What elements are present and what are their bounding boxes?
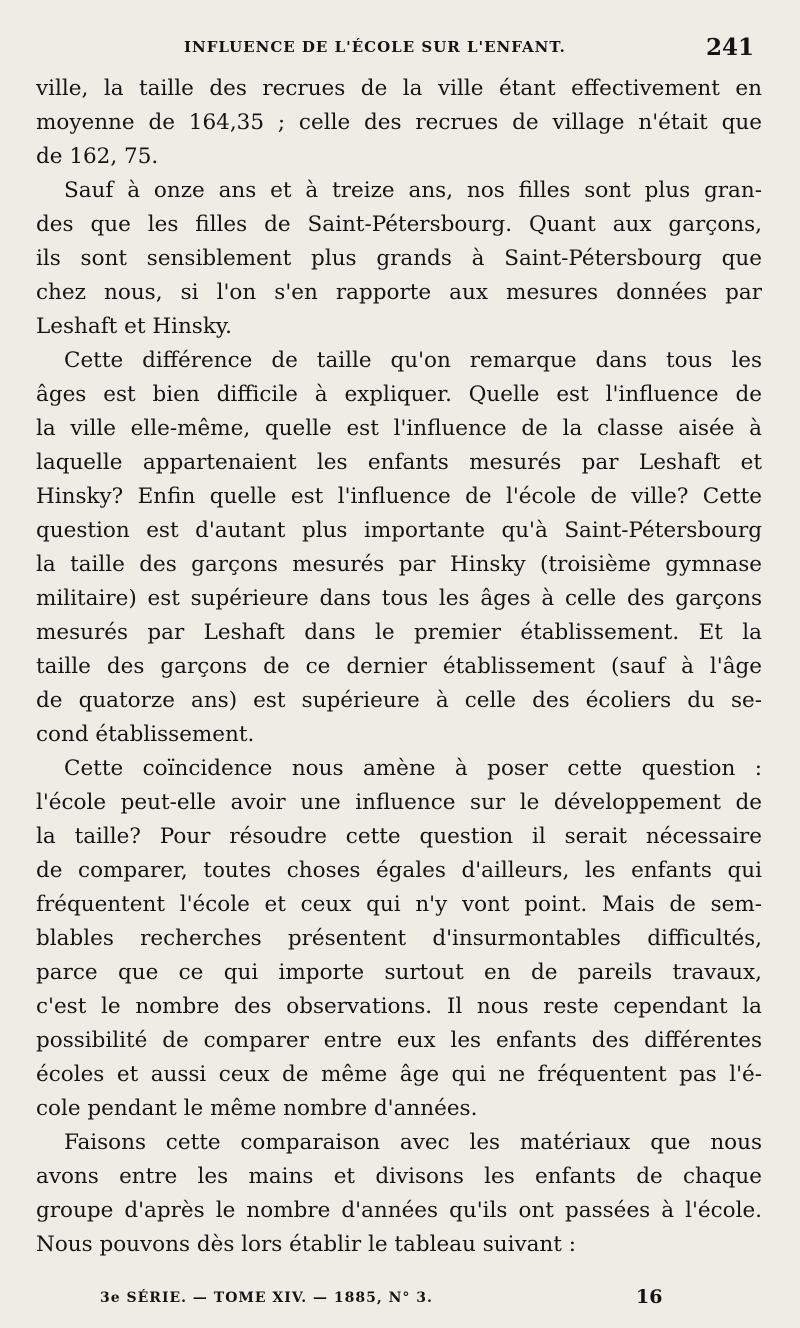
text-line: possibilité de comparer entre eux les enfants des différentes (36, 1028, 762, 1053)
page-number: 241 (705, 34, 754, 61)
text-line: la taille? Pour résoudre cette question il serait nécessaire (36, 824, 762, 849)
text-line: Cette coïncidence nous amène à poser cette question : (64, 756, 762, 781)
running-head (36, 34, 760, 64)
text-line: l'école peut-elle avoir une influence sur le développement de (36, 790, 762, 815)
text-line: groupe d'après le nombre d'années qu'ils ont passées à l'école. (36, 1198, 762, 1223)
text-line: parce que ce qui importe surtout en de pareils travaux, (36, 960, 762, 985)
text-line: laquelle appartenaient les enfants mesurés par Leshaft et (36, 450, 762, 475)
text-line: Sauf à onze ans et à treize ans, nos filles sont plus gran- (64, 178, 762, 203)
text-line: Faisons cette comparaison avec les matériaux que nous (64, 1130, 762, 1155)
text-line: blables recherches présentent d'insurmontables difficultés, (36, 926, 762, 951)
signature-mark: 3e SÉRIE. — TOME XIV. — 1885, N° 3. (100, 1290, 433, 1306)
text-line: fréquentent l'école et ceux qui n'y vont point. Mais de sem- (36, 892, 762, 917)
text-line: âges est bien difficile à expliquer. Quelle est l'influence de (36, 382, 762, 407)
text-line: avons entre les mains et divisons les enfants de chaque (36, 1164, 762, 1189)
text-line: de quatorze ans) est supérieure à celle des écoliers du se- (36, 688, 762, 713)
body-text (36, 72, 762, 1262)
text-line: cond établissement. (36, 722, 255, 747)
text-line: ville, la taille des recrues de la ville étant effectivement en (36, 76, 762, 101)
text-line: question est d'autant plus importante qu'à Saint-Pétersbourg (36, 518, 762, 543)
text-line: la ville elle-même, quelle est l'influence de la classe aisée à (36, 416, 762, 441)
text-line: des que les filles de Saint-Pétersbourg. Quant aux garçons, (36, 212, 762, 237)
text-line: taille des garçons de ce dernier établissement (sauf à l'âge (36, 654, 762, 679)
text-line: Leshaft et Hinsky. (36, 314, 232, 339)
text-line: chez nous, si l'on s'en rapporte aux mesures données par (36, 280, 762, 305)
text-line: Hinsky? Enfin quelle est l'influence de l'école de ville? Cette (36, 484, 762, 509)
text-line: mesurés par Leshaft dans le premier établissement. Et la (36, 620, 762, 645)
text-line: c'est le nombre des observations. Il nous reste cependant la (36, 994, 762, 1019)
text-line: ils sont sensiblement plus grands à Saint-Pétersbourg que (36, 246, 762, 271)
text-line: de comparer, toutes choses égales d'ailleurs, les enfants qui (36, 858, 762, 883)
sheet-number: 16 (636, 1286, 663, 1308)
text-line: écoles et aussi ceux de même âge qui ne fréquentent pas l'é- (36, 1062, 762, 1087)
running-head-title: INFLUENCE DE L'ÉCOLE SUR L'ENFANT. (184, 38, 566, 56)
text-line: militaire) est supérieure dans tous les âges à celle des garçons (36, 586, 762, 611)
text-line: Cette différence de taille qu'on remarque dans tous les (64, 348, 762, 373)
text-line: cole pendant le même nombre d'années. (36, 1096, 478, 1121)
text-line: Nous pouvons dès lors établir le tableau suivant : (36, 1232, 576, 1257)
text-line: de 162, 75. (36, 144, 159, 169)
text-line: la taille des garçons mesurés par Hinsky (troisième gymnase (36, 552, 762, 577)
page-footer (36, 1286, 760, 1316)
text-line: moyenne de 164,35 ; celle des recrues de village n'était que (36, 110, 762, 135)
